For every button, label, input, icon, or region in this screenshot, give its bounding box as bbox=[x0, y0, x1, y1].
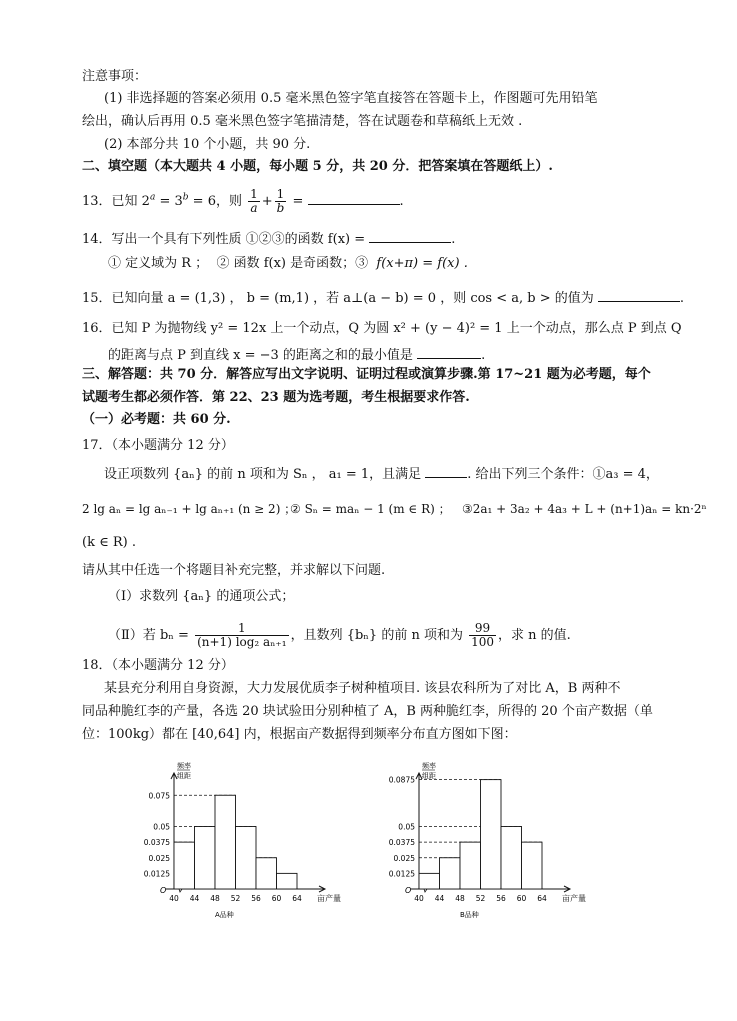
q13-fraction-2: $\frac{1}{b}$ bbox=[276, 187, 285, 215]
hist-b-ylabel-num: 频率 bbox=[422, 762, 436, 770]
q17-part-2 bbox=[108, 622, 571, 649]
q13-answer-blank[interactable] bbox=[308, 190, 400, 205]
hist-b-bar-3 bbox=[481, 780, 502, 889]
hist-a-bar-1 bbox=[195, 827, 216, 890]
q15-answer-blank[interactable] bbox=[598, 287, 680, 302]
hist-a-xtick-5: 60 bbox=[271, 894, 282, 903]
q13-plus: + bbox=[261, 194, 273, 209]
hist-a-ylabel-num: 频率 bbox=[177, 762, 191, 770]
hist-a-bar-0 bbox=[174, 842, 195, 889]
q13-exp-b: b bbox=[182, 192, 189, 203]
question-14 bbox=[82, 228, 455, 249]
q17-instruction: 请从其中任选一个将题目补充完整，并求解以下问题. bbox=[82, 563, 386, 578]
q13-text: 已知 2 bbox=[111, 194, 150, 209]
hist-a-xlabel: 亩产量 bbox=[317, 894, 341, 903]
q17-p2-text: （Ⅱ）若 bₙ = bbox=[108, 628, 189, 643]
hist-a-xtick-3: 52 bbox=[230, 894, 241, 903]
q14-text: 14．写出一个具有下列性质 ①②③的函数 f(x) = bbox=[82, 232, 366, 247]
q16-text-b: 的距离与点 P 到直线 x = −3 的距离之和的最小值是 bbox=[108, 348, 413, 363]
q17-condition-blank[interactable] bbox=[425, 463, 467, 478]
hist-a-ytick-4: 0.0125 bbox=[143, 869, 170, 879]
hist-a-ytick-3: 0.025 bbox=[148, 853, 170, 863]
q17-p2-end: ，求 n 的值. bbox=[498, 628, 571, 643]
q13-text-mid: = 3 bbox=[155, 194, 183, 209]
q14-answer-blank[interactable] bbox=[369, 228, 451, 243]
hist-b-xtick-1: 44 bbox=[434, 894, 445, 903]
q13-end: . bbox=[399, 194, 404, 209]
q13-equals: = bbox=[288, 194, 304, 209]
hist-b-bar-1 bbox=[440, 858, 461, 889]
notes-title: 注意事项： bbox=[82, 69, 148, 84]
question-13 bbox=[82, 188, 404, 215]
q17-header: 17．（本小题满分 12 分） bbox=[82, 438, 234, 453]
hist-a-bar-3 bbox=[236, 827, 257, 890]
q13-exp-a: a bbox=[149, 192, 156, 203]
hist-a-xtick-1: 44 bbox=[189, 894, 200, 903]
q14-conditions bbox=[108, 255, 468, 273]
section-3-sub: （一）必考题：共 60 分. bbox=[82, 412, 231, 427]
q17-text-1b: . 给出下列三个条件：①a₃ = 4， bbox=[467, 467, 659, 482]
hist-a-ylabel-den: 组距 bbox=[177, 772, 191, 780]
hist-a-bar-5 bbox=[277, 873, 298, 889]
hist-b-bar-5 bbox=[522, 842, 543, 889]
hist-b-title: B品种 bbox=[460, 911, 479, 919]
hist-a-xtick-2: 48 bbox=[210, 894, 220, 903]
hist-b-ylabel-den: 组距 bbox=[422, 772, 436, 780]
section-2-heading: 二、填空题（本大题共 4 小题，每小题 5 分，共 20 分．把答案填在答题纸上）. bbox=[82, 159, 553, 174]
hist-b-xtick-6: 64 bbox=[537, 894, 547, 903]
q15-text: 15．已知向量 a = (1,3) ， b = (m,1) ，若 a⊥(a − b) = 0 ，则 cos < a, b > 的值为 bbox=[82, 291, 594, 306]
q17-p2-text-mid: ，且数列 {bₙ} 的前 n 项和为 bbox=[290, 628, 463, 643]
hist-a-ytick-2: 0.0375 bbox=[143, 838, 170, 848]
q17-condition-1: 2 lg aₙ = lg aₙ₋₁ + lg aₙ₊₁ (n ≥ 2) ； bbox=[82, 502, 297, 516]
q16-answer-blank[interactable] bbox=[417, 344, 481, 359]
q18-header: 18．（本小题满分 12 分） bbox=[82, 658, 234, 673]
hist-b-ytick-0: 0.0875 bbox=[388, 775, 415, 785]
q17-condition-2: ② Sₙ = maₙ − 1 (m ∈ R) ； bbox=[290, 502, 451, 516]
question-16-cont bbox=[108, 344, 485, 365]
hist-a-xtick-4: 56 bbox=[251, 894, 261, 903]
hist-b-ytick-4: 0.0125 bbox=[388, 869, 415, 879]
q17-condition-3-cont: (k ∈ R) . bbox=[82, 535, 136, 550]
q18-line-2: 同品种脆红李的产量，各选 20 块试验田分别种植了 A，B 两种脆红李，所得的 20 个亩产数据（单 bbox=[82, 704, 653, 719]
q14-condition-2: ② 函数 f(x) 是奇函数；③ bbox=[216, 256, 369, 271]
hist-b-ytick-1: 0.05 bbox=[398, 822, 415, 832]
q18-line-3: 位：100kg）都在 [40,64] 内，根据亩产数据得到频率分布直方图如下图： bbox=[82, 727, 517, 742]
section-3-heading-cont: 试题考生都必须作答．第 22、23 题为选考题，考生根据要求作答. bbox=[82, 390, 470, 405]
q15-end: . bbox=[679, 291, 685, 306]
q13-text-eq: = 6，则 bbox=[188, 194, 242, 209]
q18-line-1: 某县充分利用自身资源，大力发展优质李子树种植项目. 该县农科所为了对比 A，B 两种不 bbox=[104, 681, 621, 696]
hist-b-ytick-3: 0.025 bbox=[393, 853, 415, 863]
hist-b-ytick-2: 0.0375 bbox=[388, 838, 415, 848]
q14-condition-1: ① 定义域为 R ； bbox=[108, 256, 209, 271]
hist-b-xtick-0: 40 bbox=[414, 894, 424, 903]
hist-a-ytick-1: 0.05 bbox=[153, 822, 170, 832]
q13-fraction-1: $\frac{1}{a}$ bbox=[250, 187, 258, 215]
q14-condition-3: f(x+π) = f(x) . bbox=[376, 256, 468, 271]
hist-a-bar-4 bbox=[256, 858, 277, 889]
q17-line-1 bbox=[104, 463, 659, 484]
hist-a-origin-label: O bbox=[160, 886, 167, 895]
hist-a-title: A品种 bbox=[215, 911, 234, 919]
q17-p2-fraction: $\frac{1}{\text{(n+1) log₂ aₙ₊₁}}$ bbox=[197, 621, 287, 649]
hist-b-xtick-5: 60 bbox=[516, 894, 527, 903]
q17-p2-ratio: $\frac{99}{100}$ bbox=[471, 621, 494, 649]
hist-b-xlabel: 亩产量 bbox=[562, 894, 586, 903]
hist-b-xtick-2: 48 bbox=[455, 894, 465, 903]
hist-a-xtick-0: 40 bbox=[169, 894, 179, 903]
hist-a-bar-2 bbox=[215, 795, 236, 889]
histogram-a bbox=[130, 755, 360, 930]
q17-condition-3: ③2a₁ + 3a₂ + 4a₃ + L + (n+1)aₙ = kn·2ⁿ bbox=[462, 502, 707, 516]
hist-b-xtick-3: 52 bbox=[475, 894, 486, 903]
histogram-b bbox=[375, 755, 605, 930]
notes-item-1: (1) 非选择题的答案必须用 0.5 毫米黑色签字笔直接答在答题卡上，作图题可先用铅笔 bbox=[104, 91, 598, 106]
hist-b-bar-4 bbox=[501, 827, 522, 890]
q13-number: 13． bbox=[82, 194, 112, 209]
question-15 bbox=[82, 287, 684, 308]
hist-b-bar-0 bbox=[419, 873, 440, 889]
notes-item-2: (2) 本部分共 10 个小题，共 90 分. bbox=[104, 137, 311, 152]
q16-end: . bbox=[481, 348, 486, 363]
q14-end: . bbox=[451, 232, 456, 247]
q17-text-1: 设正项数列 {aₙ} 的前 n 项和为 Sₙ ， a₁ = 1，且满足 bbox=[104, 467, 422, 482]
question-16: 16．已知 P 为抛物线 y² = 12x 上一个动点，Q 为圆 x² + (y − 4)² = 1 上一个动点，那么点 P 到点 Q bbox=[82, 321, 682, 336]
hist-a-ytick-0: 0.075 bbox=[148, 791, 170, 801]
hist-b-bar-2 bbox=[460, 842, 481, 889]
hist-b-origin-label: O bbox=[405, 886, 412, 895]
q17-part-1: （Ⅰ）求数列 {aₙ} 的通项公式； bbox=[108, 589, 295, 604]
section-3-heading: 三、解答题：共 70 分．解答应写出文字说明、证明过程或演算步骤.第 17~21 题为必考题，每个 bbox=[82, 367, 651, 382]
notes-item-1-cont: 绘出，确认后再用 0.5 毫米黑色签字笔描清楚，答在试题卷和草稿纸上无效 . bbox=[82, 114, 523, 129]
hist-a-xtick-6: 64 bbox=[292, 894, 302, 903]
hist-b-xtick-4: 56 bbox=[496, 894, 506, 903]
